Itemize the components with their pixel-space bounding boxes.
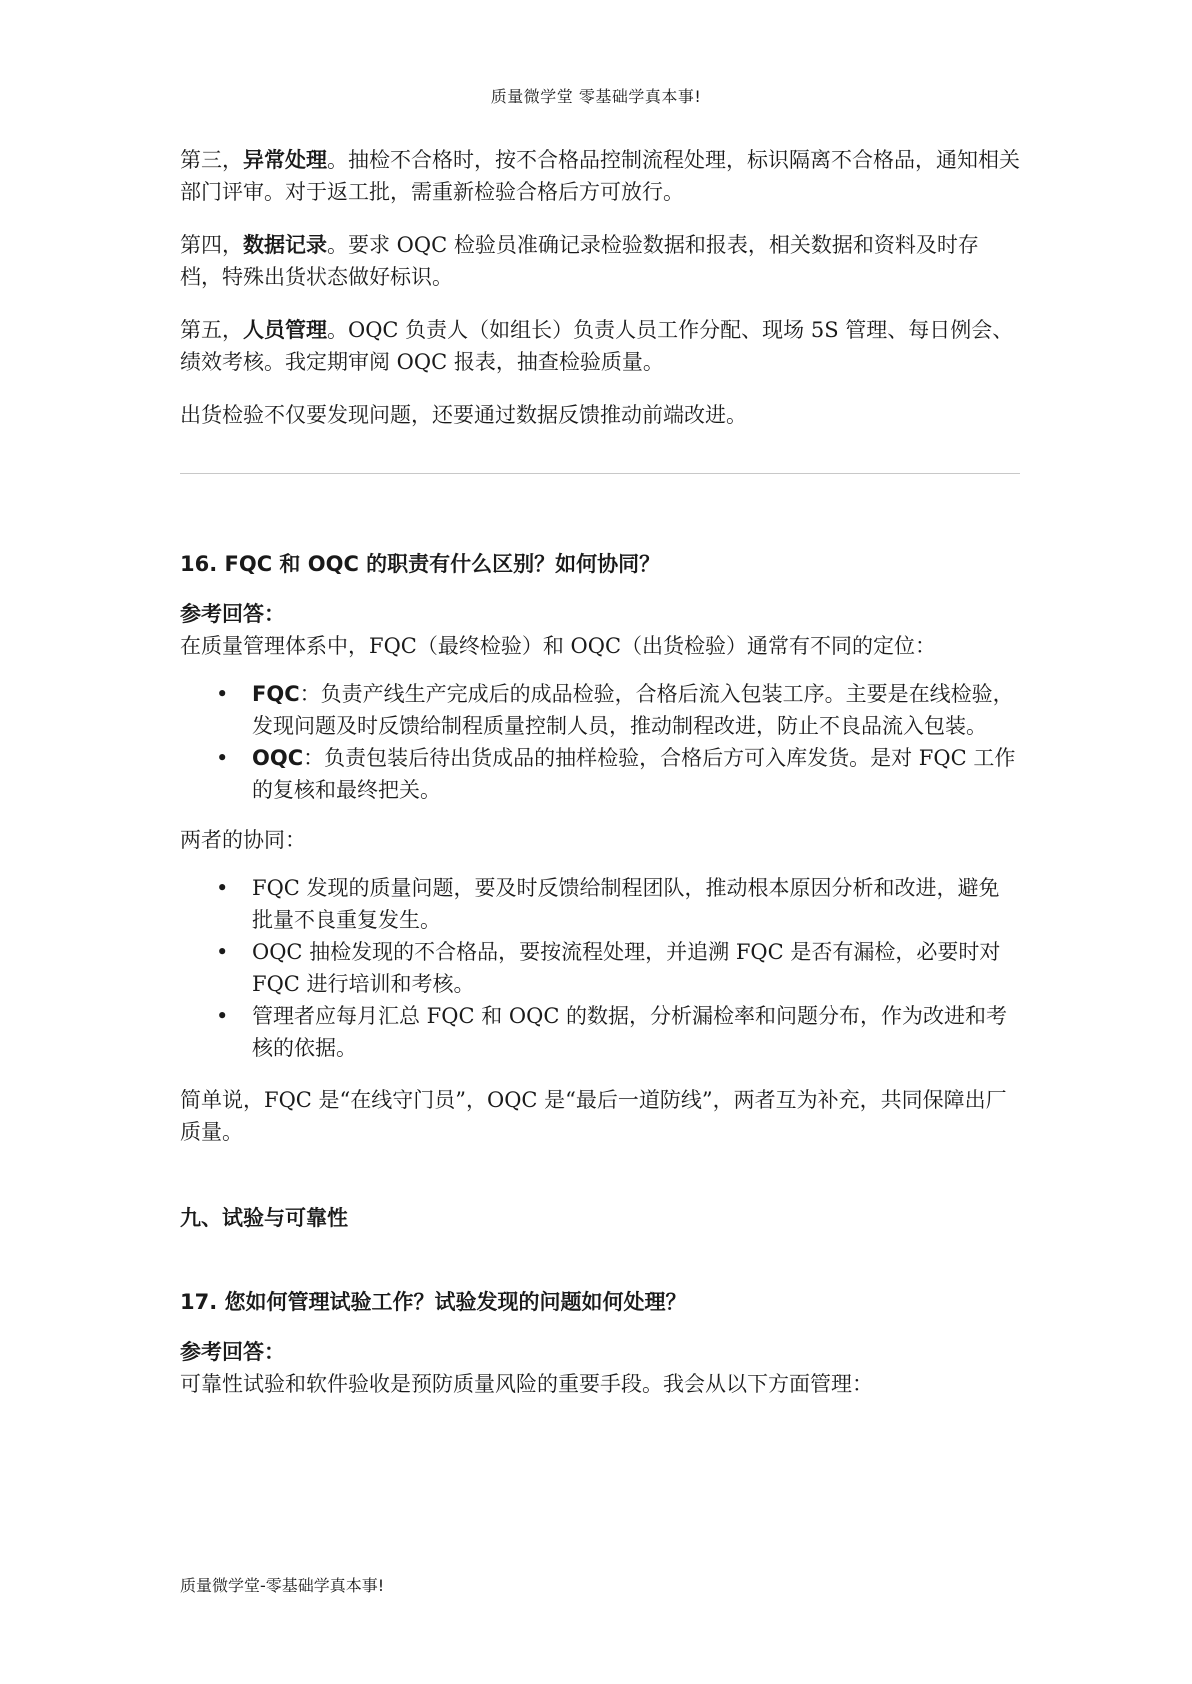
question-16-intro: 在质量管理体系中，FQC（最终检验）和 OQC（出货检验）通常有不同的定位： xyxy=(180,634,937,658)
item-keyword: 异常处理 xyxy=(243,148,327,172)
list-item xyxy=(252,678,1020,742)
list-item: • OQC 抽检发现的不合格品，要按流程处理，并追溯 FQC 是否有漏检，必要时对 FQC 进行培训和考核。 xyxy=(252,936,1020,1000)
reference-answer-label: 参考回答： xyxy=(180,602,285,626)
section-divider xyxy=(180,473,1020,474)
role-name: FQC xyxy=(252,682,300,706)
item-keyword: 数据记录 xyxy=(243,233,327,257)
paragraph-fifth xyxy=(180,314,1020,378)
item-text: 。抽检不合格时，按不合格品控制流程处理，标识隔离不合格品，通知相关部门评审。对于返工批，需重新检验合格后方可放行。 xyxy=(180,148,1020,204)
paragraph-closing: 出货检验不仅要发现问题，还要通过数据反馈推动前端改进。 xyxy=(180,403,747,427)
question-16-summary: 简单说，FQC 是“在线守门员”，OQC 是“最后一道防线”，两者互为补充，共同保障出厂质量。 xyxy=(180,1088,1007,1144)
role-text: ：负责包装后待出货成品的抽样检验，合格后方可入库发货。是对 FQC 工作的复核和最终把关。 xyxy=(252,746,1016,802)
reference-answer-label: 参考回答： xyxy=(180,1340,285,1364)
item-prefix: 第四， xyxy=(180,233,243,257)
list-item xyxy=(252,742,1020,806)
question-17-title: 17. 您如何管理试验工作？试验发现的问题如何处理？ xyxy=(180,1290,687,1314)
document-body xyxy=(180,144,1020,1400)
list-item: • 管理者应每月汇总 FQC 和 OQC 的数据，分析漏检率和问题分布，作为改进和考核的依据。 xyxy=(252,1000,1020,1064)
section-9-title: 九、试验与可靠性 xyxy=(180,1206,348,1230)
synergy-label: 两者的协同： xyxy=(180,828,306,852)
paragraph-fourth xyxy=(180,229,1020,293)
item-keyword: 人员管理 xyxy=(243,318,327,342)
page-footer: 质量微学堂-零基础学真本事! xyxy=(180,1576,385,1595)
roles-list xyxy=(180,678,1020,806)
role-name: OQC xyxy=(252,746,304,770)
synergy-list xyxy=(180,872,1020,1064)
question-17-intro: 可靠性试验和软件验收是预防质量风险的重要手段。我会从以下方面管理： xyxy=(180,1372,873,1396)
list-item: • FQC 发现的质量问题，要及时反馈给制程团队，推动根本原因分析和改进，避免批量不良重复发生。 xyxy=(252,872,1020,936)
question-16-title: 16. FQC 和 OQC 的职责有什么区别？如何协同？ xyxy=(180,552,661,576)
item-prefix: 第五， xyxy=(180,318,243,342)
item-text: 。OQC 负责人（如组长）负责人员工作分配、现场 5S 管理、每日例会、绩效考核。我定期审阅 OQC 报表，抽查检验质量。 xyxy=(180,318,1014,374)
item-text: 。要求 OQC 检验员准确记录检验数据和报表，相关数据和资料及时存档，特殊出货状态做好标识。 xyxy=(180,233,979,289)
page-header: 质量微学堂 零基础学真本事! xyxy=(490,87,702,106)
paragraph-third xyxy=(180,144,1020,208)
role-text: ：负责产线生产完成后的成品检验，合格后流入包装工序。主要是在线检验，发现问题及时反馈给制程质量控制人员，推动制程改进，防止不良品流入包装。 xyxy=(252,682,1014,738)
item-prefix: 第三， xyxy=(180,148,243,172)
